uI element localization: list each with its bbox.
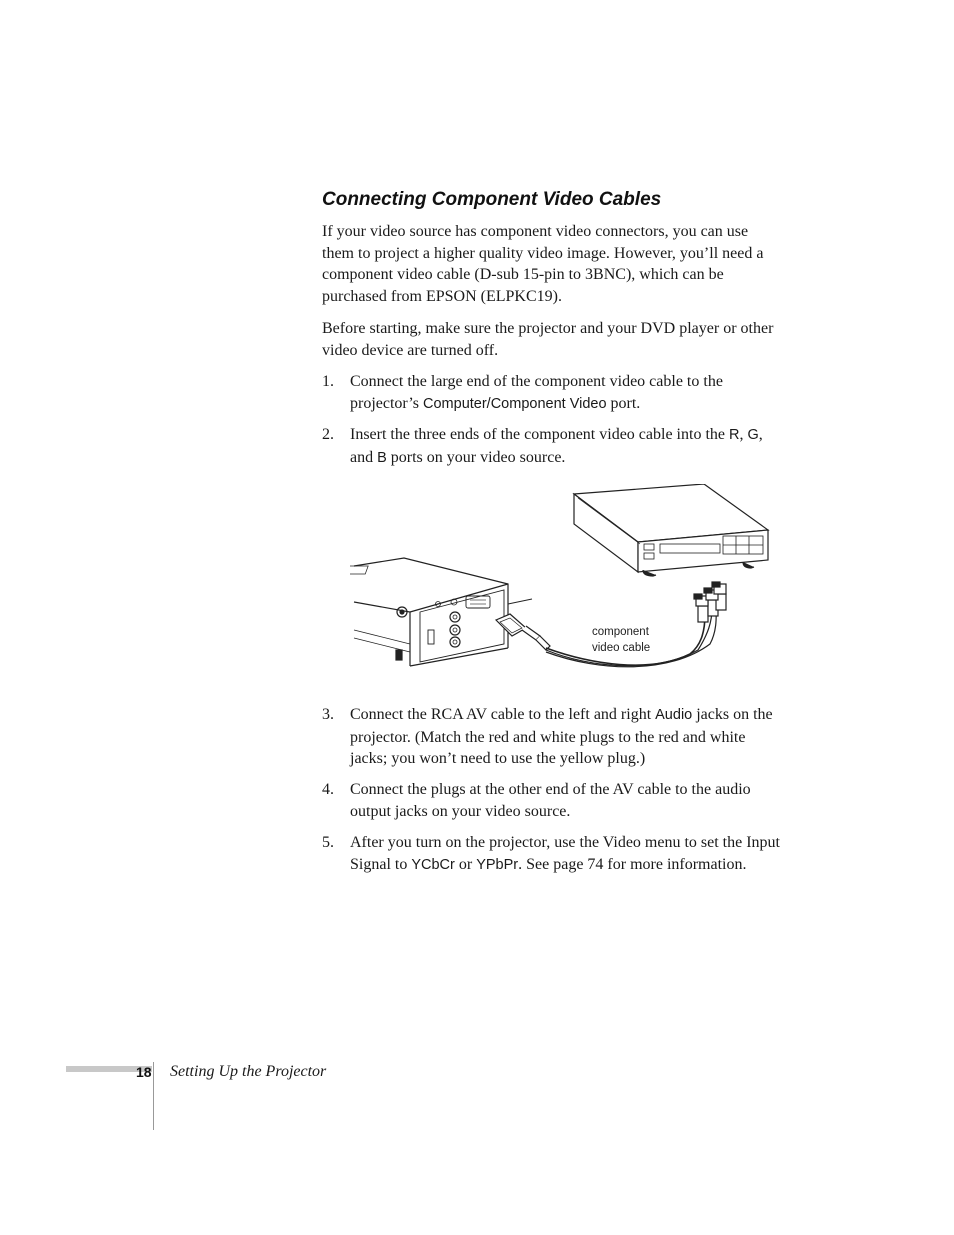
component-cable-illustration [496, 582, 726, 667]
section-heading: Connecting Component Video Cables [322, 189, 662, 210]
ui-port-label: Computer/Component Video [423, 395, 607, 412]
step-1: 1. Connect the large end of the component video cable to the projector’s Computer/Component Video port. [322, 373, 723, 412]
step-number: 1. [322, 373, 334, 390]
connection-illustration [350, 484, 780, 674]
step-5: 5. After you turn on the projector, use the Video menu to set the Input Signal to YCbCr or YPbPr. See page 74 for more information. [322, 834, 780, 873]
ui-ypbpr-label: YPbPr [476, 856, 519, 873]
step-number: 2. [322, 426, 334, 443]
video-device-illustration [574, 484, 768, 576]
projector-illustration [350, 558, 532, 666]
cable-label-line1: component [592, 626, 649, 638]
step-number: 3. [322, 706, 334, 723]
step-number: 4. [322, 781, 334, 798]
footer-section-title: Setting Up the Projector [170, 1063, 327, 1080]
intro-paragraph: If your video source has component video connectors, you can use them to project a higher quality video image. However, you’ll need a component video cable (D-sub 15-pin to 3BNC), which can be purchased from EPSON (ELPKC19). [322, 223, 764, 305]
step-number: 5. [322, 834, 334, 851]
page-number: 18 [136, 1064, 152, 1080]
step-4: 4. Connect the plugs at the other end of the AV cable to the audio output jacks on your video source. [322, 781, 751, 820]
ui-port-b: B [377, 449, 387, 466]
footer-divider [153, 1062, 154, 1130]
ui-port-r: R [728, 427, 740, 443]
before-paragraph: Before starting, make sure the projector and your DVD player or other video device are turned off. [322, 320, 774, 359]
ui-audio-label: Audio [655, 707, 693, 723]
ui-port-g: G [747, 427, 759, 443]
step-3: 3. Connect the RCA AV cable to the left and right Audio jacks on the projector. (Match the red and white plugs to the red and white jacks; you won’t need to use the yellow plug.) [322, 706, 773, 767]
ui-ycbcr-label: YCbCr [411, 856, 455, 873]
step-2: 2. Insert the three ends of the component video cable into the R, G, and B ports on your video source. [322, 426, 763, 466]
cable-label-line2: video cable [592, 642, 651, 654]
